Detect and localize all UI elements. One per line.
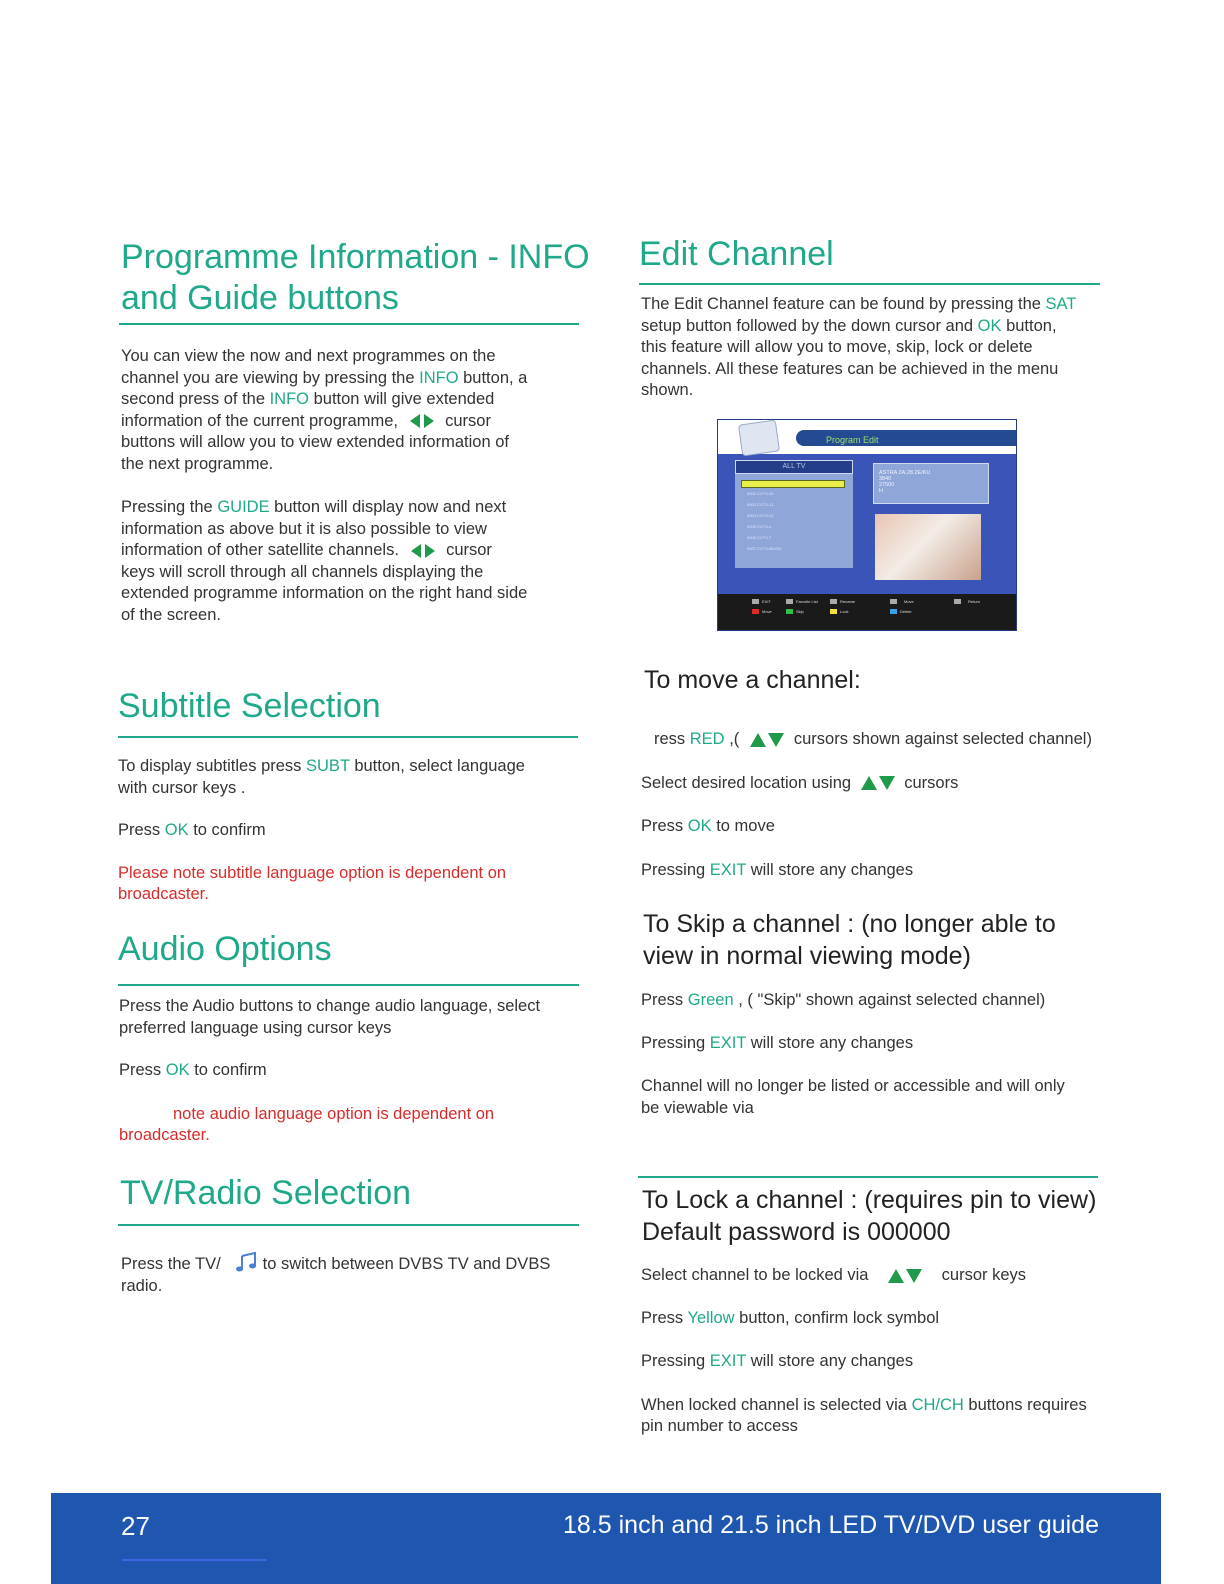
text-line: Pressing the GUIDE button will display now and next [121,498,507,516]
text-line: When locked channel is selected via CH/CH buttons requires [641,1395,1087,1414]
menu-title: Program Edit [826,435,879,445]
text-line: of the screen. [121,605,221,624]
page-underline [122,1559,267,1561]
info-key: INFO [269,390,310,408]
text-line: Pressing EXIT will store any changes [641,860,914,879]
tvradio-heading: TV/Radio Selection [120,1174,412,1212]
channel-list-header: ALL TV [735,460,853,474]
key-label: Skip [796,609,804,614]
key-label: Move [762,609,772,614]
key-label: Rename [840,599,856,604]
text-line: Press OK to move [641,817,775,835]
red-key: RED [689,730,725,748]
exit-key: EXIT [709,860,747,879]
info-line: H [879,488,883,494]
skip-channel-heading-line1: To Skip a channel : (no longer able to [643,910,1056,938]
move-channel-body [641,729,1121,881]
audio-body [119,996,569,1147]
text-line: To display subtitles press SUBT button, select language [118,757,525,775]
info-line: 27500 [879,482,895,488]
key-label: Delete [900,609,912,614]
exit-key: EXIT [709,1033,747,1052]
subtitle-note: broadcaster. [118,885,209,903]
text-line: with cursor keys . [118,778,246,797]
key-swatch [786,599,793,604]
edit-channel-body [641,294,1101,402]
info-key: INFO [419,368,459,387]
lock-channel-body [641,1265,1121,1438]
divider [118,736,578,738]
ch-key: CH/CH [911,1395,964,1414]
text-line: Press Yellow button, confirm lock symbol [641,1308,940,1327]
text-line: information of the current programme, cursor [121,411,491,430]
move-channel-heading: To move a channel: [644,666,861,694]
sat-key: SAT [1045,295,1077,313]
info-line: 3840 [879,476,892,482]
info-line: ASTRA 2A,28.2E/KU [879,470,931,476]
exit-key: EXIT [709,1352,747,1370]
page-number: 27 [121,1511,150,1541]
key-label: Move [904,599,914,604]
ok-key: OK [977,316,1002,335]
ok-key: OK [164,821,189,839]
info-paragraph-1 [121,346,561,475]
divider [118,1224,579,1226]
subt-key: SUBT [306,757,350,775]
up-down-arrows-icon [887,1268,923,1284]
text-line: You can view the now and next programmes on the [121,347,496,365]
text-line: channels. All these features can be achieved in the menu [641,359,1059,378]
channel-row: 0007 CCTV-MUSIC [747,546,782,551]
red-key-swatch [752,609,759,614]
channel-row: 0004 CCTV-12 [747,513,774,518]
text-line: the next programme. [121,454,274,473]
up-down-arrows-icon [860,775,896,791]
text-line: pin number to access [641,1417,798,1435]
left-right-arrows-icon [409,413,435,429]
text-line: Channel will no longer be listed or accessible and will only [641,1077,1065,1095]
footer-title: 18.5 inch and 21.5 inch LED TV/DVD user guide [563,1511,1099,1539]
blue-key-swatch [890,609,897,614]
green-key-swatch [786,609,793,614]
divider [638,1176,1098,1178]
channel-row: 0006 CCTV-7 [747,535,772,540]
green-key: Green [687,991,734,1009]
text-line: radio. [121,1276,163,1295]
guide-key: GUIDE [217,498,270,516]
subtitle-heading: Subtitle Selection [118,687,381,725]
lock-channel-heading-line2: Default password is 000000 [642,1218,951,1246]
ok-key: OK [165,1061,190,1079]
divider [119,323,579,325]
text-line: ress RED ,( cursors shown against selected channel) [654,730,1092,748]
yellow-key-swatch [830,609,837,614]
music-note-icon [235,1252,259,1272]
text-line: Press the TV/ to switch between DVBS TV and DVBS [121,1252,571,1276]
selected-channel-row [741,480,845,488]
program-edit-screenshot [717,419,1017,631]
skip-channel-body [641,990,1121,1119]
text-line: The Edit Channel feature can be found by pressing the SAT [641,295,1077,313]
up-down-arrows-icon [749,732,785,748]
footer-bar [51,1493,1161,1584]
yellow-key: Yellow [687,1308,735,1327]
key-label: EXIT [762,599,771,604]
text-line: information of other satellite channels. cursor [121,541,492,559]
audio-heading: Audio Options [118,930,332,968]
edit-channel-heading: Edit Channel [639,235,834,273]
channel-row: 0002 CCTV-10 [747,491,774,496]
channel-list [735,460,853,568]
audio-note: broadcaster. [119,1126,210,1144]
ok-key: OK [687,817,712,835]
subtitle-note: Please note subtitle language option is dependent on [118,863,507,882]
menu-titlebar [796,430,1016,446]
divider [639,283,1100,285]
text-line: Select desired location using cursors [641,773,959,792]
audio-note: note audio language option is dependent on [173,1104,495,1123]
key-swatch [954,599,961,604]
info-heading-line2: and Guide buttons [121,279,399,317]
key-label: Lock [840,609,849,614]
text-line: Press OK to confirm [119,1061,267,1079]
channel-row: 0005 CCTV-4 [747,524,772,529]
text-line: setup button followed by the down cursor and OK button, [641,316,1057,335]
text-line: shown. [641,381,694,399]
preview-image [875,514,981,580]
text-line: second press of the INFO button will give extended [121,390,495,408]
key-swatch [752,599,759,604]
text-line: Pressing EXIT will store any changes [641,1033,914,1052]
info-paragraph-2 [121,497,561,626]
satellite-info-panel [873,463,989,504]
key-swatch [890,599,897,604]
lock-channel-heading-line1: To Lock a channel : (requires pin to view) [642,1186,1097,1214]
text-line: Pressing EXIT will store any changes [641,1352,914,1370]
text-line: this feature will allow you to move, skip, lock or delete [641,338,1033,356]
menu-header [718,420,1016,454]
text-line: Press OK to confirm [118,821,266,839]
tv-icon [738,420,780,457]
skip-channel-heading-line2: view in normal viewing mode) [643,942,971,970]
key-swatch [830,599,837,604]
menu-key-legend [718,594,1016,630]
info-heading-line1: Programme Information - INFO [121,238,590,276]
text-line: extended programme information on the right hand side [121,584,528,602]
text-line: Press Green , ( "Skip" shown against selected channel) [641,991,1046,1009]
tvradio-body [121,1252,571,1297]
text-line: information as above but it is also possible to view [121,519,487,538]
text-line: Select channel to be locked via cursor keys [641,1266,1027,1284]
text-line: Press the Audio buttons to change audio language, select [119,997,541,1015]
text-line: preferred language using cursor keys [119,1018,392,1037]
subtitle-body [118,756,568,906]
channel-row: 0003 CCTV-11 [747,502,774,507]
text-line: keys will scroll through all channels displaying the [121,562,484,581]
divider [118,984,579,986]
text-line: be viewable via [641,1098,754,1117]
left-right-arrows-icon [410,543,436,559]
key-label: Return [968,599,981,604]
text-line: channel you are viewing by pressing the INFO button, a [121,368,528,387]
key-label: Favorite List [796,599,818,604]
text-line: buttons will allow you to view extended information of [121,433,509,451]
